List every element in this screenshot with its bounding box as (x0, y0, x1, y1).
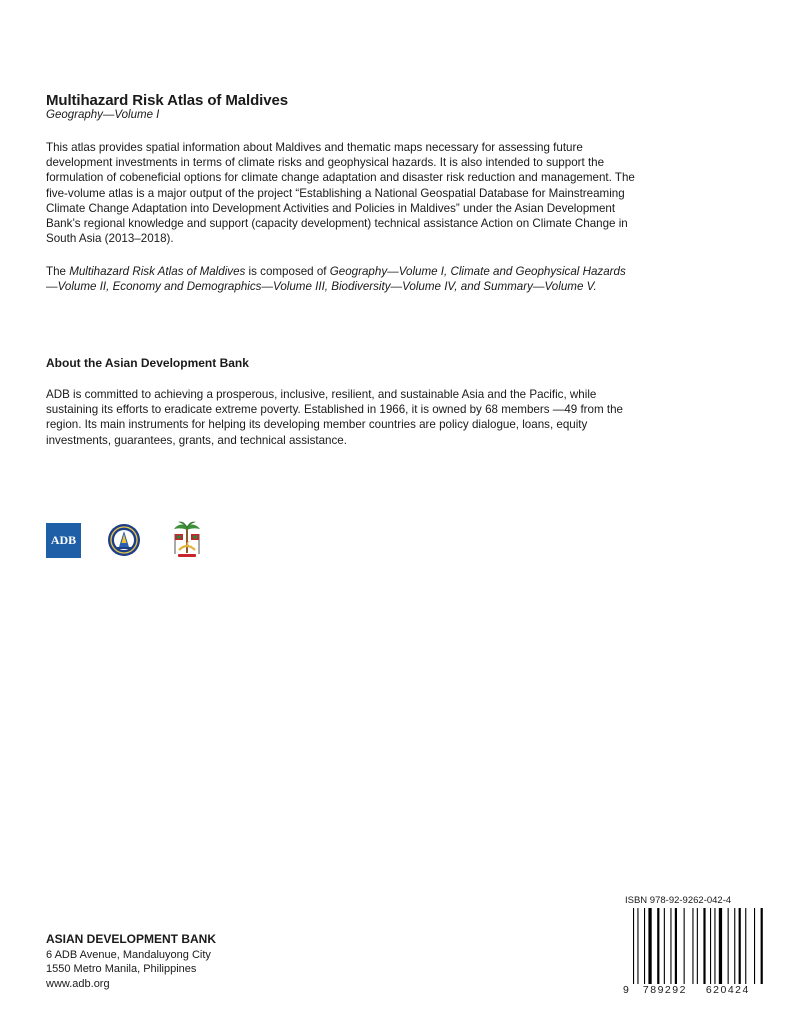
about-heading: About the Asian Development Bank (46, 356, 249, 370)
barcode-bar (670, 908, 671, 984)
address-line-1: 6 ADB Avenue, Mandaluyong City (46, 948, 211, 961)
barcode-digit-lead: 9 (623, 984, 629, 996)
isbn-barcode (623, 908, 768, 996)
composition-paragraph (46, 264, 636, 294)
barcode-bar (697, 908, 698, 984)
government-seal-icon (107, 523, 141, 557)
composition-lead: The (46, 265, 70, 278)
page-subtitle: Geography—Volume I (46, 109, 160, 121)
barcode-bar (728, 908, 729, 994)
volume-list: Geography—Volume I, Climate and Geophysical Hazards —Volume II, Economy and Demographics—Volume III, Biodiversity—Volume IV, and Summary—Volume V. (46, 265, 626, 294)
maldives-emblem-icon (167, 520, 207, 560)
website-link[interactable]: www.adb.org (46, 977, 110, 990)
isbn-block (623, 895, 768, 996)
barcode-bar (692, 908, 693, 984)
barcode-digits (623, 984, 768, 996)
barcode-bar (664, 908, 665, 984)
barcode-bar (719, 908, 722, 994)
barcode-bar (657, 908, 659, 984)
address-line-2: 1550 Metro Manila, Philippines (46, 963, 197, 975)
adb-logo-text: ADB (50, 532, 77, 547)
isbn-label: ISBN 978-92-9262-042-4 (625, 895, 732, 906)
adb-logo (46, 523, 81, 558)
barcode-bars (623, 908, 768, 996)
barcode-bar (684, 908, 685, 984)
barcode-bar (761, 908, 763, 984)
barcode-bar (710, 908, 711, 984)
barcode-bar (734, 908, 735, 984)
partner-logos (46, 522, 207, 558)
intro-paragraph: This atlas provides spatial information about Maldives and thematic maps necessary for assessing future development investments in terms of climate risks and geophysical hazards. It is also intended to support the formulation of cobeneficial options for climate change adaptation and disaster risk reduction and management. The five-volume atlas is a major output of the project “Establishing a National Geospatial Database for Mainstreaming Climate Change Adaptation into Development Activities and Policies in Maldives” under the Asian Development Bank’s regional knowledge and support (capacity development) technical assistance Action on Climate Change in South Asia (2013–2018). (46, 141, 635, 246)
barcode-digit-group-2: 620424 (705, 984, 750, 996)
barcode-bar (754, 908, 755, 984)
about-paragraph: ADB is committed to achieving a prosperous, inclusive, resilient, and sustainable Asia and the Pacific, while sustaining its efforts to eradicate extreme poverty. Established in 1966, it is owned by 68 members —49 from the region. Its main instruments for helping its developing member countries are policy dialogue, loans, equity investments, guarantees, grants, and technical assistance. (46, 388, 623, 447)
atlas-name: Multihazard Risk Atlas of Maldives (69, 265, 246, 278)
barcode-bar (648, 908, 651, 984)
barcode-bar (703, 908, 705, 984)
barcode-bar (675, 908, 677, 984)
barcode-bar (637, 908, 638, 994)
composition-middle: is composed of (245, 265, 330, 278)
barcode-bar (745, 908, 746, 984)
page-title: Multihazard Risk Atlas of Maldives (46, 92, 288, 109)
publisher-address (46, 932, 216, 991)
barcode-bar (739, 908, 741, 984)
barcode-bar (714, 908, 715, 984)
publisher-name: ASIAN DEVELOPMENT BANK (46, 932, 217, 946)
barcode-bar (644, 908, 645, 984)
barcode-bar (633, 908, 634, 994)
barcode-digit-group-1: 789292 (642, 984, 687, 996)
